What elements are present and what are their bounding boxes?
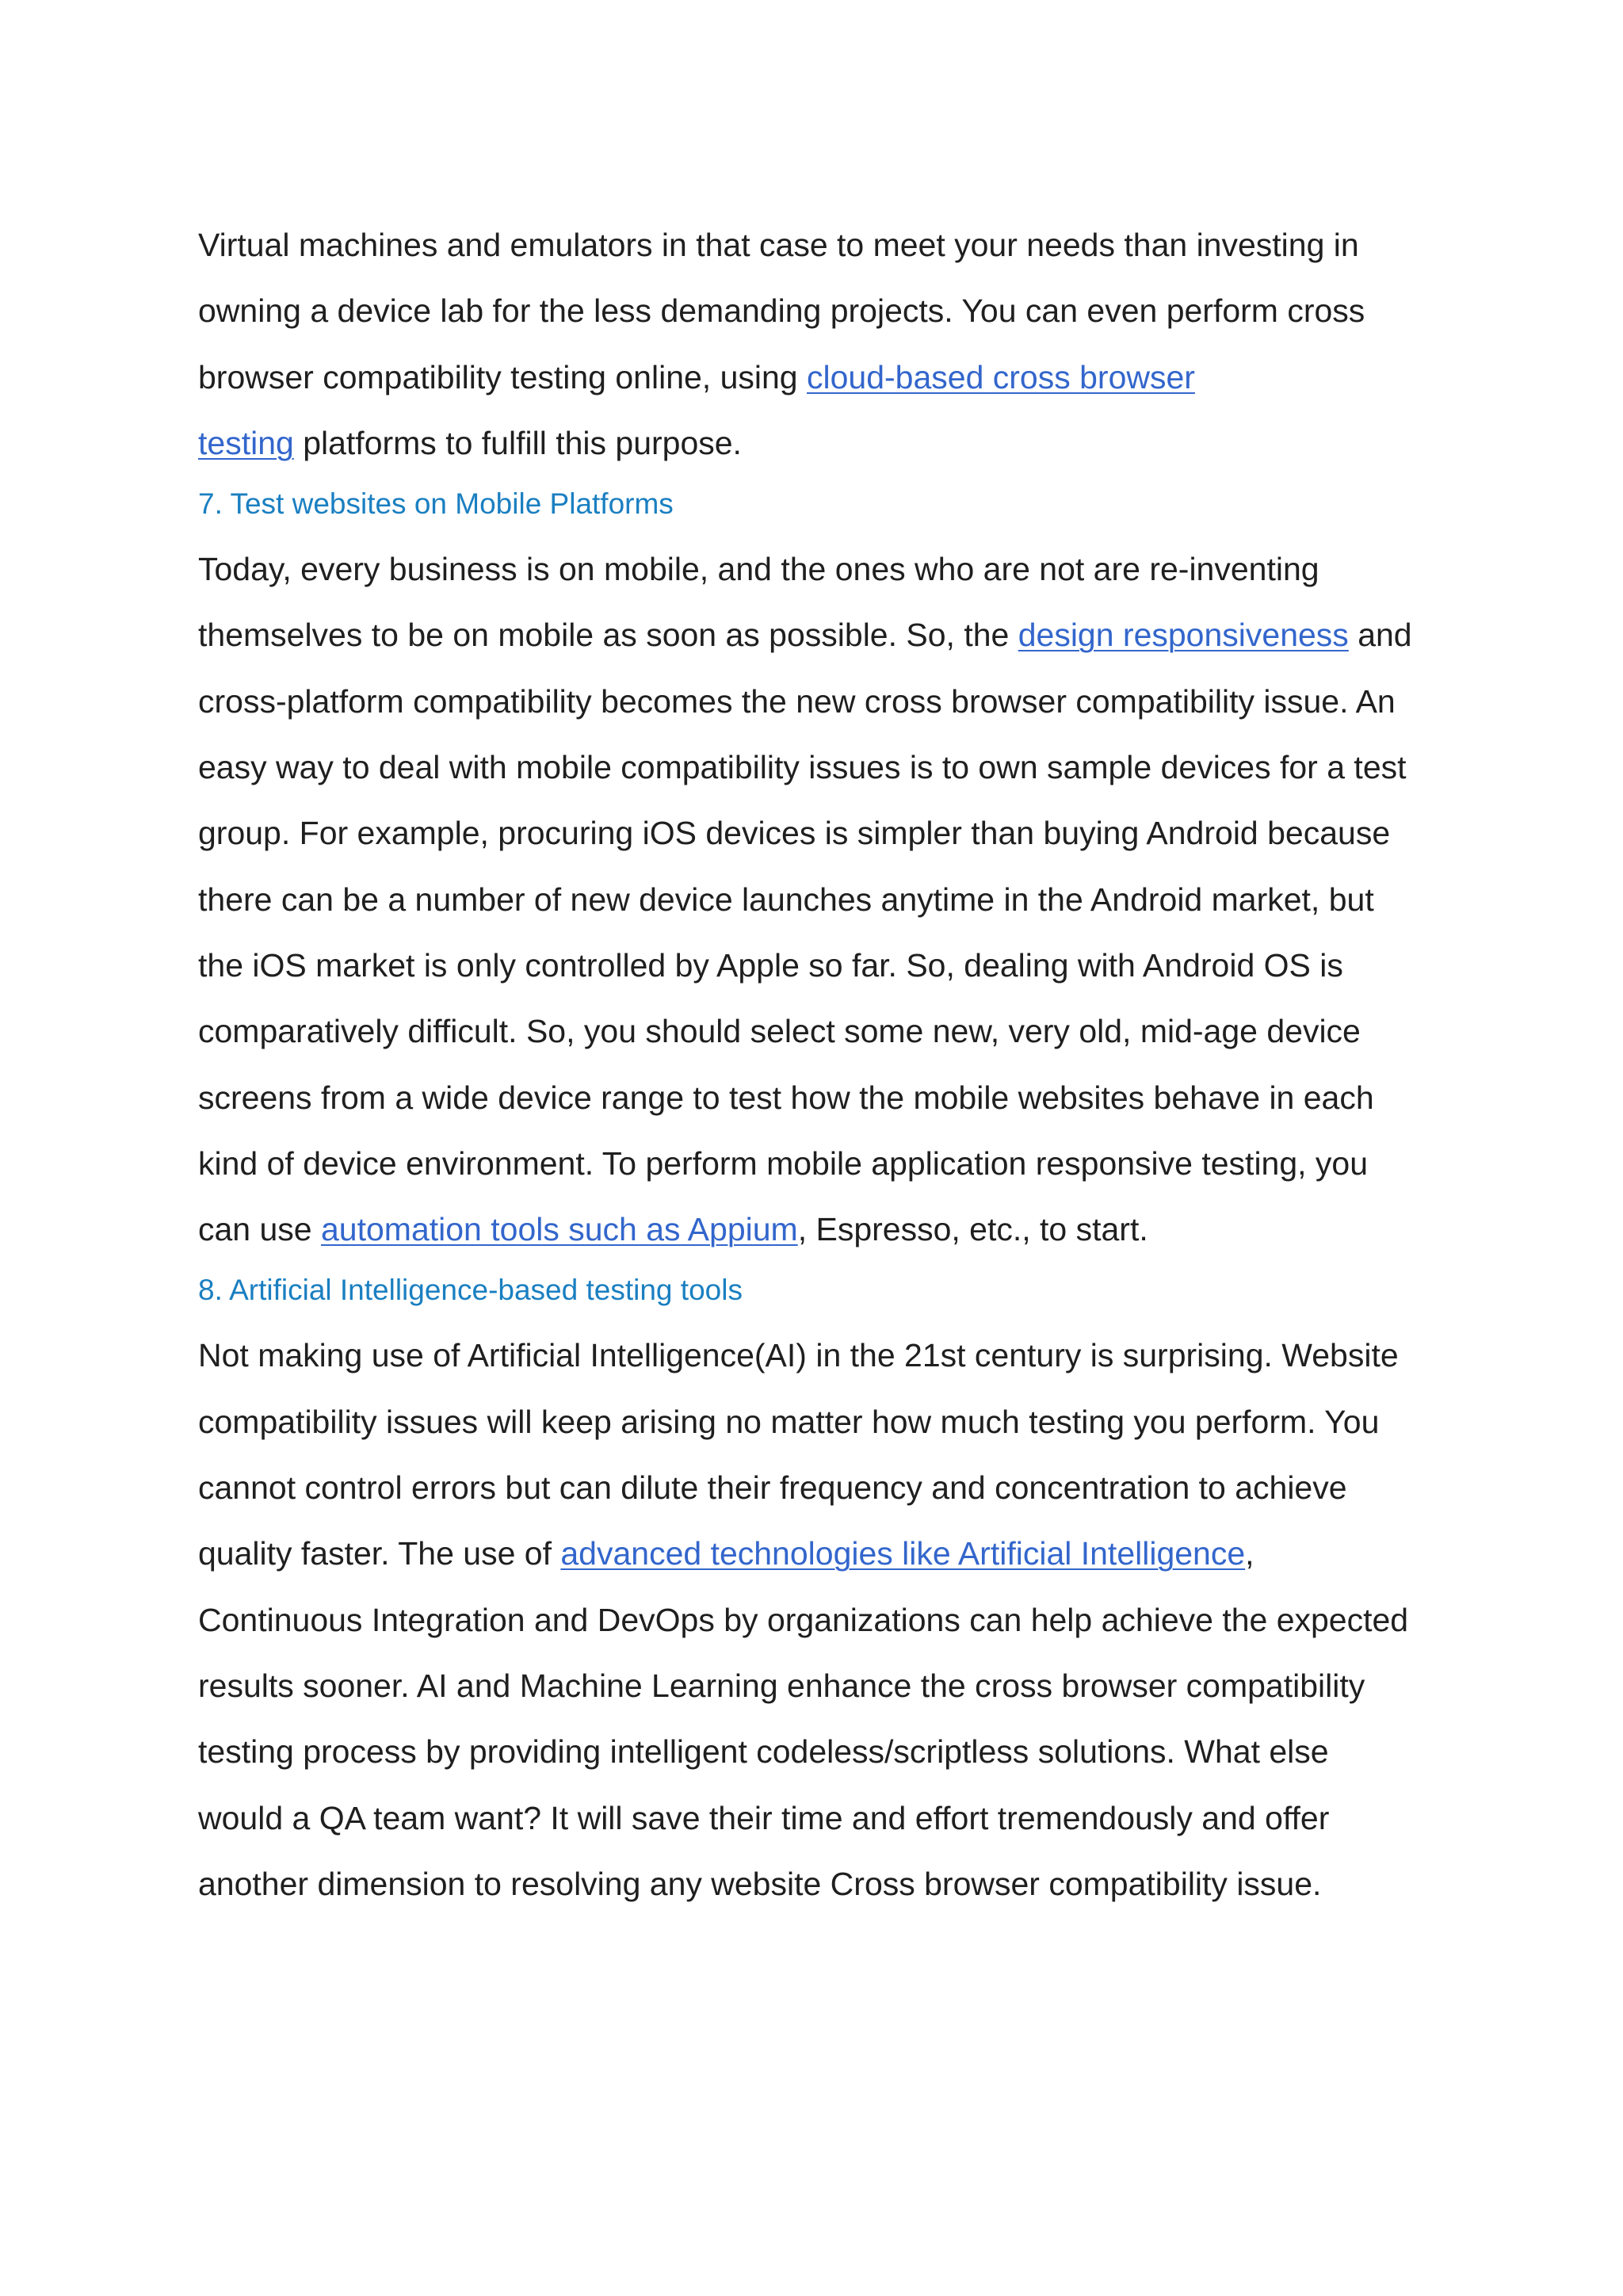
paragraph-text: and: [1348, 617, 1412, 654]
paragraph-line: [198, 411, 1450, 476]
paragraph-line: Not making use of Artificial Intelligence(AI) in the 21st century is surprising. Website: [198, 1337, 1399, 1374]
document-page: [198, 212, 1450, 1917]
paragraph-virtual-machines: [198, 212, 1450, 476]
paragraph-line: would a QA team want? It will save their time and effort tremendously and offer: [198, 1799, 1330, 1836]
paragraph-line: [198, 1197, 1450, 1263]
cloud-based-cross-browser-testing-link-continued[interactable]: testing: [198, 424, 294, 461]
paragraph-line: another dimension to resolving any website Cross browser compatibility issue.: [198, 1865, 1322, 1902]
paragraph-line: owning a device lab for the less demanding projects. You can even perform cross: [198, 292, 1365, 330]
paragraph-line: group. For example, procuring iOS devices is simpler than buying Android because: [198, 815, 1391, 852]
paragraph-line: cannot control errors but can dilute their frequency and concentration to achieve: [198, 1469, 1347, 1507]
paragraph-line: cross-platform compatibility becomes the new cross browser compatibility issue. An: [198, 682, 1396, 720]
paragraph-line: Today, every business is on mobile, and the ones who are not are re-inventing: [198, 551, 1319, 588]
paragraph-text: can use: [198, 1211, 321, 1248]
paragraph-ai-testing: [198, 1323, 1450, 1917]
cloud-based-cross-browser-testing-link[interactable]: cloud-based cross browser: [807, 358, 1195, 395]
paragraph-text: quality faster. The use of: [198, 1535, 561, 1572]
paragraph-line: Virtual machines and emulators in that case to meet your needs than investing in: [198, 227, 1359, 263]
paragraph-text: platforms to fulfill this purpose.: [293, 424, 742, 461]
paragraph-line: [198, 1521, 1450, 1587]
paragraph-line: [198, 602, 1450, 668]
paragraph-text: , Espresso, etc., to start.: [797, 1211, 1148, 1248]
design-responsiveness-link[interactable]: design responsiveness: [1018, 617, 1349, 654]
paragraph-text: browser compatibility testing online, using: [198, 358, 807, 395]
paragraph-line: there can be a number of new device launches anytime in the Android market, but: [198, 881, 1374, 918]
paragraph-text: themselves to be on mobile as soon as possible. So, the: [198, 617, 1018, 654]
section-heading-ai-testing-tools: 8. Artificial Intelligence-based testing tools: [198, 1274, 743, 1307]
paragraph-line: results sooner. AI and Machine Learning enhance the cross browser compatibility: [198, 1667, 1365, 1704]
paragraph-line: testing process by providing intelligent codeless/scriptless solutions. What else: [198, 1733, 1329, 1771]
paragraph-line: easy way to deal with mobile compatibility issues is to own sample devices for a test: [198, 749, 1407, 786]
automation-tools-appium-link[interactable]: automation tools such as Appium: [321, 1211, 798, 1248]
paragraph-line: compatibility issues will keep arising no matter how much testing you perform. You: [198, 1403, 1380, 1440]
paragraph-line: screens from a wide device range to test how the mobile websites behave in each: [198, 1079, 1374, 1116]
paragraph-line: the iOS market is only controlled by Apple so far. So, dealing with Android OS is: [198, 946, 1343, 984]
section-heading-mobile-platforms: 7. Test websites on Mobile Platforms: [198, 487, 674, 521]
paragraph-line: [198, 345, 1450, 411]
paragraph-mobile-platforms: [198, 537, 1450, 1263]
advanced-technologies-ai-link[interactable]: advanced technologies like Artificial Intelligence: [560, 1535, 1246, 1572]
paragraph-line: comparatively difficult. So, you should select some new, very old, mid-age device: [198, 1013, 1361, 1050]
paragraph-text: ,: [1245, 1535, 1254, 1572]
paragraph-line: Continuous Integration and DevOps by organizations can help achieve the expected: [198, 1601, 1409, 1638]
paragraph-line: kind of device environment. To perform mobile application responsive testing, you: [198, 1144, 1369, 1182]
